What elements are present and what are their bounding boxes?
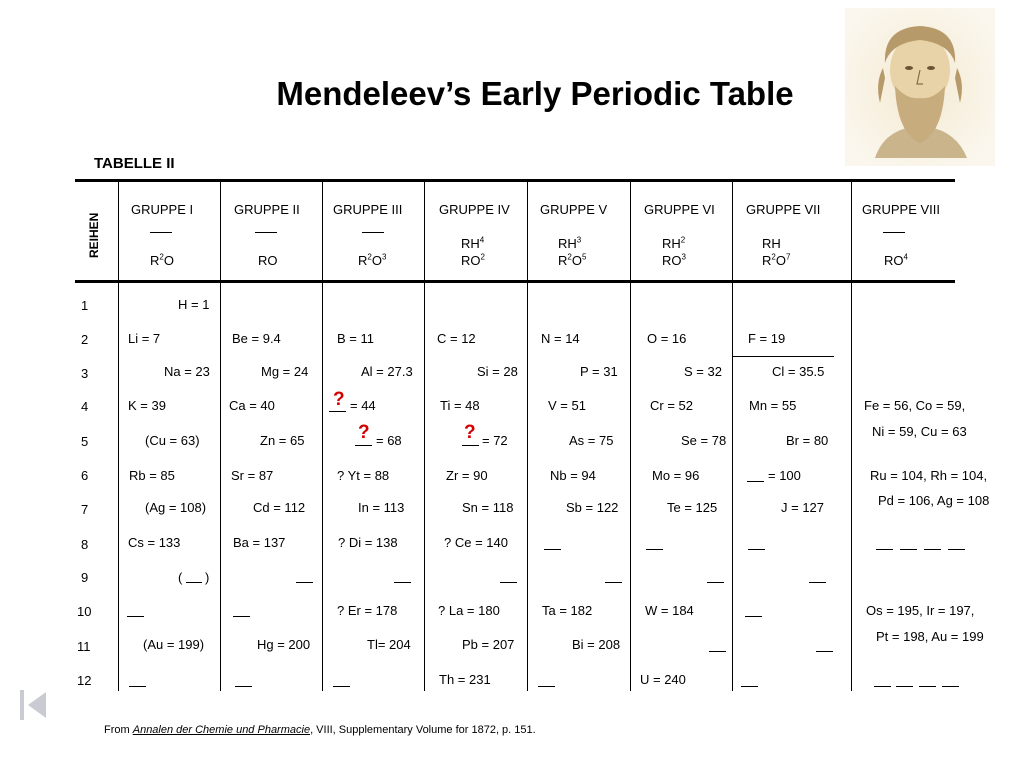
oxide-formula: RO — [258, 253, 278, 268]
element-cell: U = 240 — [640, 672, 686, 687]
blank-dash — [235, 686, 252, 687]
element-cell: Mo = 96 — [652, 468, 700, 483]
element-cell: O = 16 — [647, 331, 687, 346]
element-cell: Cl = 35.5 — [772, 364, 825, 379]
table-header-rule — [75, 280, 955, 283]
blank-dash — [233, 616, 250, 617]
blank-dash — [150, 232, 172, 233]
element-cell: ? Di = 138 — [338, 535, 398, 550]
element-cell: As = 75 — [569, 433, 614, 448]
element-cell: Ca = 40 — [229, 398, 275, 413]
element-cell: = 72 — [482, 433, 508, 448]
question-mark: ? — [333, 389, 345, 410]
blank-dash — [948, 549, 965, 550]
element-cell: Be = 9.4 — [232, 331, 281, 346]
element-cell: B = 11 — [337, 331, 374, 346]
blank-dash — [362, 232, 384, 233]
element-cell: Bi = 208 — [572, 637, 621, 652]
group-header: GRUPPE V — [540, 202, 608, 217]
element-cell: ? La = 180 — [438, 603, 500, 618]
element-cell: Ru = 104, Rh = 104, — [870, 468, 988, 483]
row-number: 12 — [77, 673, 92, 688]
first-slide-icon[interactable] — [18, 688, 50, 722]
blank-dash — [707, 582, 724, 583]
element-cell: Al = 27.3 — [361, 364, 413, 379]
element-cell: Si = 28 — [477, 364, 518, 379]
blank-dash — [816, 651, 833, 652]
column-divider — [732, 181, 733, 691]
oxide-formula: $R^2O^5$ — [558, 252, 587, 268]
column-divider — [630, 181, 631, 691]
element-cell: Cs = 133 — [128, 535, 181, 550]
element-cell: Nb = 94 — [550, 468, 596, 483]
group-header: GRUPPE VIII — [862, 202, 941, 217]
table-top-rule — [75, 179, 955, 182]
element-cell: Rb = 85 — [129, 468, 175, 483]
hydride-formula: $RH^2$ — [662, 235, 686, 251]
blank-dash — [127, 616, 144, 617]
reihen-label: REIHEN — [87, 212, 101, 258]
oxide-formula: $RO^2$ — [461, 252, 485, 268]
element-cell: (Cu = 63) — [145, 433, 200, 448]
element-cell: Pd = 106, Ag = 108 — [878, 493, 990, 508]
oxide-formula: $R^2O^7$ — [762, 252, 791, 268]
column-divider — [527, 181, 528, 691]
oxide-formula: $RO^3$ — [662, 252, 686, 268]
blank-dash — [876, 549, 893, 550]
column-divider — [118, 181, 119, 691]
blank-dash — [809, 582, 826, 583]
blank-dash — [329, 411, 346, 412]
hydride-formula: RH — [762, 236, 781, 251]
blank-dash — [919, 686, 936, 687]
row-number: 6 — [81, 468, 89, 483]
blank-dash — [748, 549, 765, 550]
blank-dash — [333, 686, 350, 687]
element-cell: Zn = 65 — [260, 433, 305, 448]
row-number: 11 — [77, 639, 91, 654]
element-cell: C = 12 — [437, 331, 476, 346]
blank-dash — [538, 686, 555, 687]
row-number: 5 — [81, 434, 89, 449]
group-header: GRUPPE IV — [439, 202, 510, 217]
question-mark: ? — [358, 422, 370, 443]
element-cell: J = 127 — [781, 500, 825, 515]
blank-dash — [544, 549, 561, 550]
element-cell: = 44 — [350, 398, 376, 413]
blank-dash — [709, 651, 726, 652]
element-cell: Sr = 87 — [231, 468, 274, 483]
column-divider — [851, 181, 852, 691]
page-title: Mendeleev’s Early Periodic Table — [276, 75, 794, 112]
column-divider — [424, 181, 425, 691]
group-header: GRUPPE II — [234, 202, 300, 217]
element-cell: N = 14 — [541, 331, 580, 346]
element-cell: Ta = 182 — [542, 603, 593, 618]
source-title: Annalen der Chemie und Pharmacie — [132, 724, 311, 736]
blank-dash — [900, 549, 917, 550]
element-cell: Ti = 48 — [440, 398, 480, 413]
group-header: GRUPPE VI — [644, 202, 715, 217]
element-cell: (Ag = 108) — [145, 500, 207, 515]
row-number: 9 — [81, 570, 89, 585]
element-cell: H = 1 — [178, 297, 210, 312]
blank-dash — [462, 445, 479, 446]
element-cell: P = 31 — [580, 364, 618, 379]
hydride-formula: $RH^3$ — [558, 235, 582, 251]
element-cell: = 100 — [768, 468, 801, 483]
oxide-formula: $RO^4$ — [884, 252, 908, 268]
element-cell: In = 113 — [358, 500, 405, 515]
row-divider — [732, 356, 834, 357]
blank-dash — [745, 616, 762, 617]
element-cell: ? Yt = 88 — [337, 468, 390, 483]
blank-dash — [255, 232, 277, 233]
oxide-formula: $R^2O$ — [150, 252, 174, 268]
element-cell: ) — [205, 570, 210, 585]
blank-dash — [741, 686, 758, 687]
group-header: GRUPPE I — [131, 202, 194, 217]
element-cell: Mn = 55 — [749, 398, 797, 413]
row-number: 8 — [81, 537, 89, 552]
blank-dash — [500, 582, 517, 583]
element-cell: Ba = 137 — [233, 535, 286, 550]
element-cell: Cr = 52 — [650, 398, 693, 413]
blank-dash — [394, 582, 411, 583]
element-cell: Li = 7 — [128, 331, 161, 346]
element-cell: Sn = 118 — [462, 500, 514, 515]
element-cell: Sb = 122 — [566, 500, 619, 515]
source-citation: From Annalen der Chemie und Pharmacie, VIII, Supplementary Volume for 1872, p. 151. — [104, 724, 536, 736]
oxide-formula: $R^2O^3$ — [358, 252, 387, 268]
element-cell: Fe = 56, Co = 59, — [864, 398, 966, 413]
question-mark: ? — [464, 422, 476, 443]
blank-dash — [942, 686, 959, 687]
tabelle-label: TABELLE II — [94, 155, 175, 172]
row-number: 10 — [77, 604, 92, 619]
element-cell: V = 51 — [548, 398, 586, 413]
blank-dash — [129, 686, 146, 687]
element-cell: Cd = 112 — [253, 500, 306, 515]
element-cell: Te = 125 — [667, 500, 718, 515]
mendeleev-portrait — [845, 8, 995, 166]
element-cell: Zr = 90 — [446, 468, 488, 483]
element-cell: ? Ce = 140 — [444, 535, 508, 550]
element-cell: F = 19 — [748, 331, 786, 346]
row-number: 4 — [81, 399, 89, 414]
element-cell: Tl= 204 — [367, 637, 411, 652]
blank-dash — [874, 686, 891, 687]
blank-dash — [747, 481, 764, 482]
element-cell: Na = 23 — [164, 364, 210, 379]
element-cell: Mg = 24 — [261, 364, 309, 379]
element-cell: Os = 195, Ir = 197, — [866, 603, 975, 618]
element-cell: Pt = 198, Au = 199 — [876, 629, 984, 644]
blank-dash — [883, 232, 905, 233]
row-number: 3 — [81, 366, 89, 381]
hydride-formula: $RH^4$ — [461, 235, 485, 251]
group-header: GRUPPE III — [333, 202, 403, 217]
blank-dash — [924, 549, 941, 550]
element-cell: Pb = 207 — [462, 637, 515, 652]
column-divider — [322, 181, 323, 691]
row-number: 2 — [81, 332, 89, 347]
blank-dash — [186, 582, 202, 583]
blank-dash — [646, 549, 663, 550]
element-cell: Ni = 59, Cu = 63 — [872, 424, 967, 439]
element-cell: Th = 231 — [439, 672, 491, 687]
element-cell: ( — [178, 570, 183, 585]
blank-dash — [896, 686, 913, 687]
blank-dash — [296, 582, 313, 583]
element-cell: (Au = 199) — [143, 637, 205, 652]
blank-dash — [355, 445, 372, 446]
group-header: GRUPPE VII — [746, 202, 821, 217]
element-cell: Se = 78 — [681, 433, 727, 448]
element-cell: Br = 80 — [786, 433, 829, 448]
element-cell: Hg = 200 — [257, 637, 311, 652]
row-number: 7 — [81, 502, 89, 517]
element-cell: ? Er = 178 — [337, 603, 398, 618]
element-cell: = 68 — [376, 433, 402, 448]
element-cell: S = 32 — [684, 364, 722, 379]
row-number: 1 — [81, 298, 89, 313]
element-cell: K = 39 — [128, 398, 166, 413]
column-divider — [220, 181, 221, 691]
element-cell: W = 184 — [645, 603, 694, 618]
blank-dash — [605, 582, 622, 583]
